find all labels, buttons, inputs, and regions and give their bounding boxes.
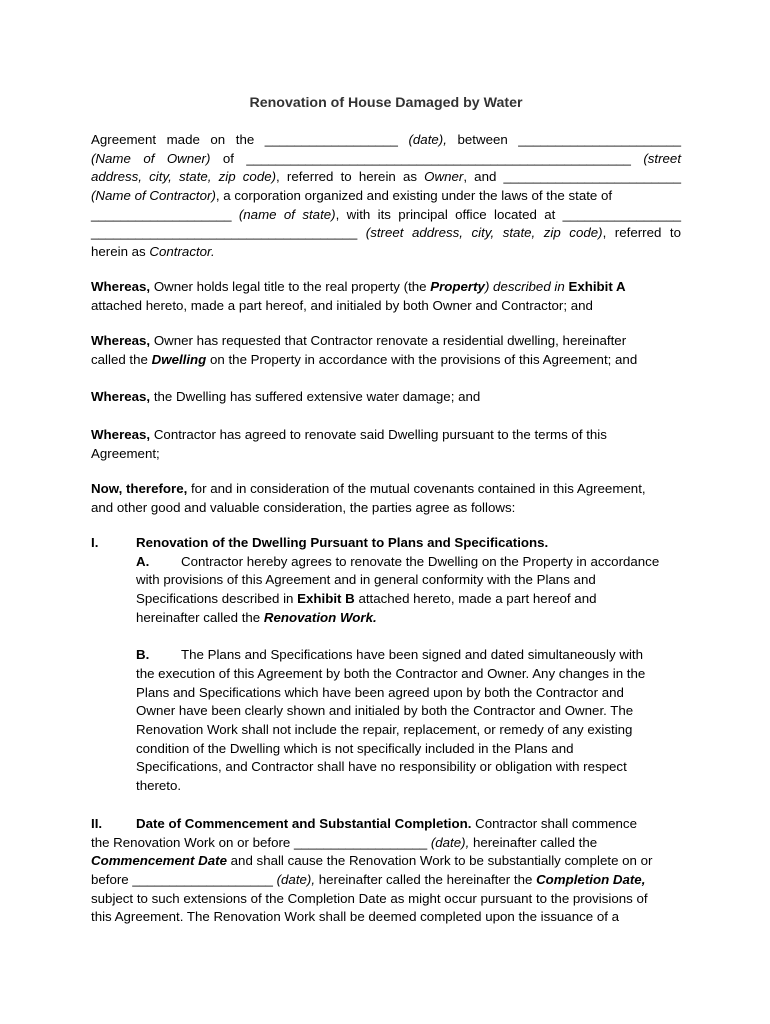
section-1a-line-4: hereinafter called the Renovation Work. <box>136 609 377 625</box>
now-therefore-line-1: Now, therefore, for and in consideration of the mutual covenants contained in this Agreement, <box>91 481 646 496</box>
whereas-damage-line-1: Whereas, the Dwelling has suffered extensive water damage; and <box>91 389 481 404</box>
agreement-line-7: herein as Contractor. <box>91 244 215 260</box>
section-2-line-2: the Renovation Work on or before __________________ (date), hereinafter called the <box>91 834 598 850</box>
whereas-property <box>91 278 681 315</box>
whereas-damage <box>91 388 681 407</box>
document-title: Renovation of House Damaged by Water <box>249 95 523 111</box>
section-1a-line-2: with provisions of this Agreement and in general conformity with the Plans and <box>136 572 596 588</box>
section-1b-line-8: thereto. <box>136 777 182 793</box>
section-1-heading: Renovation of the Dwelling Pursuant to Plans and Specifications. <box>136 535 549 550</box>
section-1b-line-7: Specifications, and Contractor shall have no responsibility or obligation with respect <box>136 759 627 775</box>
section-1a-line-3: Specifications described in Exhibit B attached hereto, made a part hereof and <box>136 591 597 607</box>
agreement-line-4: (Name of Contractor), a corporation organized and existing under the laws of the state of <box>91 188 613 204</box>
whereas-dwelling-line-1: Whereas, Owner has requested that Contractor renovate a residential dwelling, hereinafter <box>91 333 627 348</box>
section-1a-label: A. <box>136 553 150 569</box>
agreement-line-2: (Name of Owner) of ____________________________________________________ (street <box>91 150 682 166</box>
section-1b-line-5: Renovation Work shall not include the repair, replacement, or remedy of any existing <box>136 721 633 737</box>
now-therefore <box>91 480 681 517</box>
whereas-agreed <box>91 426 681 463</box>
whereas-property-line-2: attached hereto, made a part hereof, and initialed by both Owner and Contractor; and <box>91 297 593 313</box>
section-2-line-6: this Agreement. The Renovation Work shall be deemed completed upon the issuance of a <box>91 909 620 925</box>
section-1b-line-6: condition of the Dwelling which is not specifically included in the Plans and <box>136 740 574 756</box>
whereas-dwelling-line-2: called the Dwelling on the Property in accordance with the provisions of this Agreement; and <box>91 351 638 367</box>
section-2-line-1: II. Date of Commencement and Substantial Completion. Contractor shall commence <box>91 815 681 834</box>
section-1-body <box>136 534 681 796</box>
section-2-line-4: before ___________________ (date), hereinafter called the hereinafter the Completion Date, <box>91 872 646 888</box>
whereas-property-line-1: Whereas, Owner holds legal title to the real property (the Property) described in Exhibit A <box>91 279 626 294</box>
section-1b-line-2: the execution of this Agreement by both the Contractor and Owner. Any changes in the <box>136 665 646 681</box>
section-2-heading: Date of Commencement and Substantial Completion. <box>136 816 472 831</box>
section-1-number: I. <box>91 535 99 550</box>
now-therefore-line-2: and other good and valuable consideration, the parties agree as follows: <box>91 499 516 515</box>
agreement-line-6: ____________________________________ (street address, city, state, zip code), referred to <box>91 225 681 241</box>
section-1b-line-1: B. The Plans and Specifications have been signed and dated simultaneously with <box>136 646 681 665</box>
section-1a-line-1: A. Contractor hereby agrees to renovate the Dwelling on the Property in accordance <box>136 553 681 572</box>
agreement-paragraph <box>91 131 681 262</box>
whereas-dwelling <box>91 332 681 369</box>
section-2-line-3: Commencement Date and shall cause the Renovation Work to be substantially complete on or <box>91 853 653 869</box>
section-2 <box>91 815 681 927</box>
section-2-number: II. <box>91 816 103 831</box>
section-1b-label: B. <box>136 647 150 663</box>
agreement-line-3: address, city, state, zip code), referred to herein as Owner, and ________________________ <box>91 169 681 185</box>
whereas-agreed-line-2: Agreement; <box>91 445 160 461</box>
whereas-agreed-line-1: Whereas, Contractor has agreed to renovate said Dwelling pursuant to the terms of this <box>91 427 607 442</box>
agreement-line-1: Agreement made on the __________________ (date), between ______________________ <box>91 132 681 147</box>
section-1b-line-4: Owner have been clearly shown and initialed by both the Contractor and Owner. The <box>136 703 634 719</box>
section-1b-line-3: Plans and Specifications which have been agreed upon by both the Contractor and <box>136 684 624 700</box>
agreement-line-5: ___________________ (name of state), with its principal office located at ________________ <box>91 206 681 222</box>
section-2-line-5: subject to such extensions of the Completion Date as might occur pursuant to the provisions of <box>91 890 648 906</box>
